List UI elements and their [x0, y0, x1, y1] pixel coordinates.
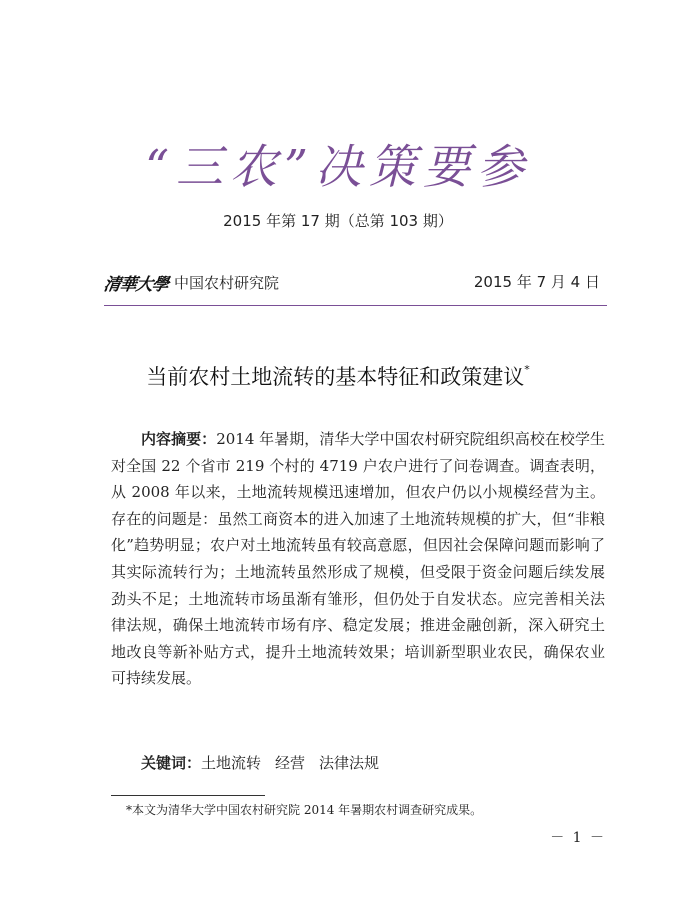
institute-name: 中国农村研究院: [174, 273, 280, 292]
footnote: *本文为清华大学中国农村研究院 2014 年暑期农村调查研究成果。: [126, 803, 483, 817]
footnote-divider: [111, 795, 265, 796]
abstract-text: 2014 年暑期，清华大学中国农村研究院组织高校在校学生对全国 22 个省市 219 个村的 4719 户农户进行了问卷调查。调查表明，从 2008 年以来，土地流转规模迅速增加，但农户仍以小规模经营为主。存在的问题是：虽然工商资本的进入加速了土地流转规模的扩大，但“非粮化”趋势明显；农户对土地流转虽有较高意愿，但因社会保障问题而影响了其实际流转行为；土地流转虽然形成了规模，但受限于资金问题后续发展劲头不足；土地流转市场虽渐有雏形，但仍处于自发状态。应完善相关法律法规，确保土地流转市场有序、稳定发展；推进金融创新，深入研究土地改良等新补贴方式，提升土地流转效果；培训新型职业农民，确保农业可持续发展。: [111, 430, 605, 688]
article-title: [0, 362, 676, 392]
issue-line: 2015 年第 17 期（总第 103 期）: [223, 212, 453, 230]
keywords: [141, 752, 393, 774]
publisher: [104, 269, 279, 295]
page-number: － 1 －: [550, 830, 606, 846]
keyword-item: 法律法规: [319, 754, 380, 772]
keyword-item: 土地流转: [201, 754, 262, 772]
header-divider: [104, 305, 607, 306]
article-title-text: 当前农村土地流转的基本特征和政策建议: [146, 365, 525, 389]
keyword-item: 经营: [275, 754, 306, 772]
masthead-title: “三农”决策要参: [144, 140, 532, 195]
abstract-label: 内容摘要：: [141, 430, 217, 448]
tsinghua-logo: 清華大學: [102, 274, 170, 295]
keywords-label: 关键词：: [141, 754, 202, 772]
footnote-marker: *: [524, 363, 530, 376]
publication-date: 2015 年 7 月 4 日: [473, 273, 600, 291]
abstract: [111, 426, 605, 692]
